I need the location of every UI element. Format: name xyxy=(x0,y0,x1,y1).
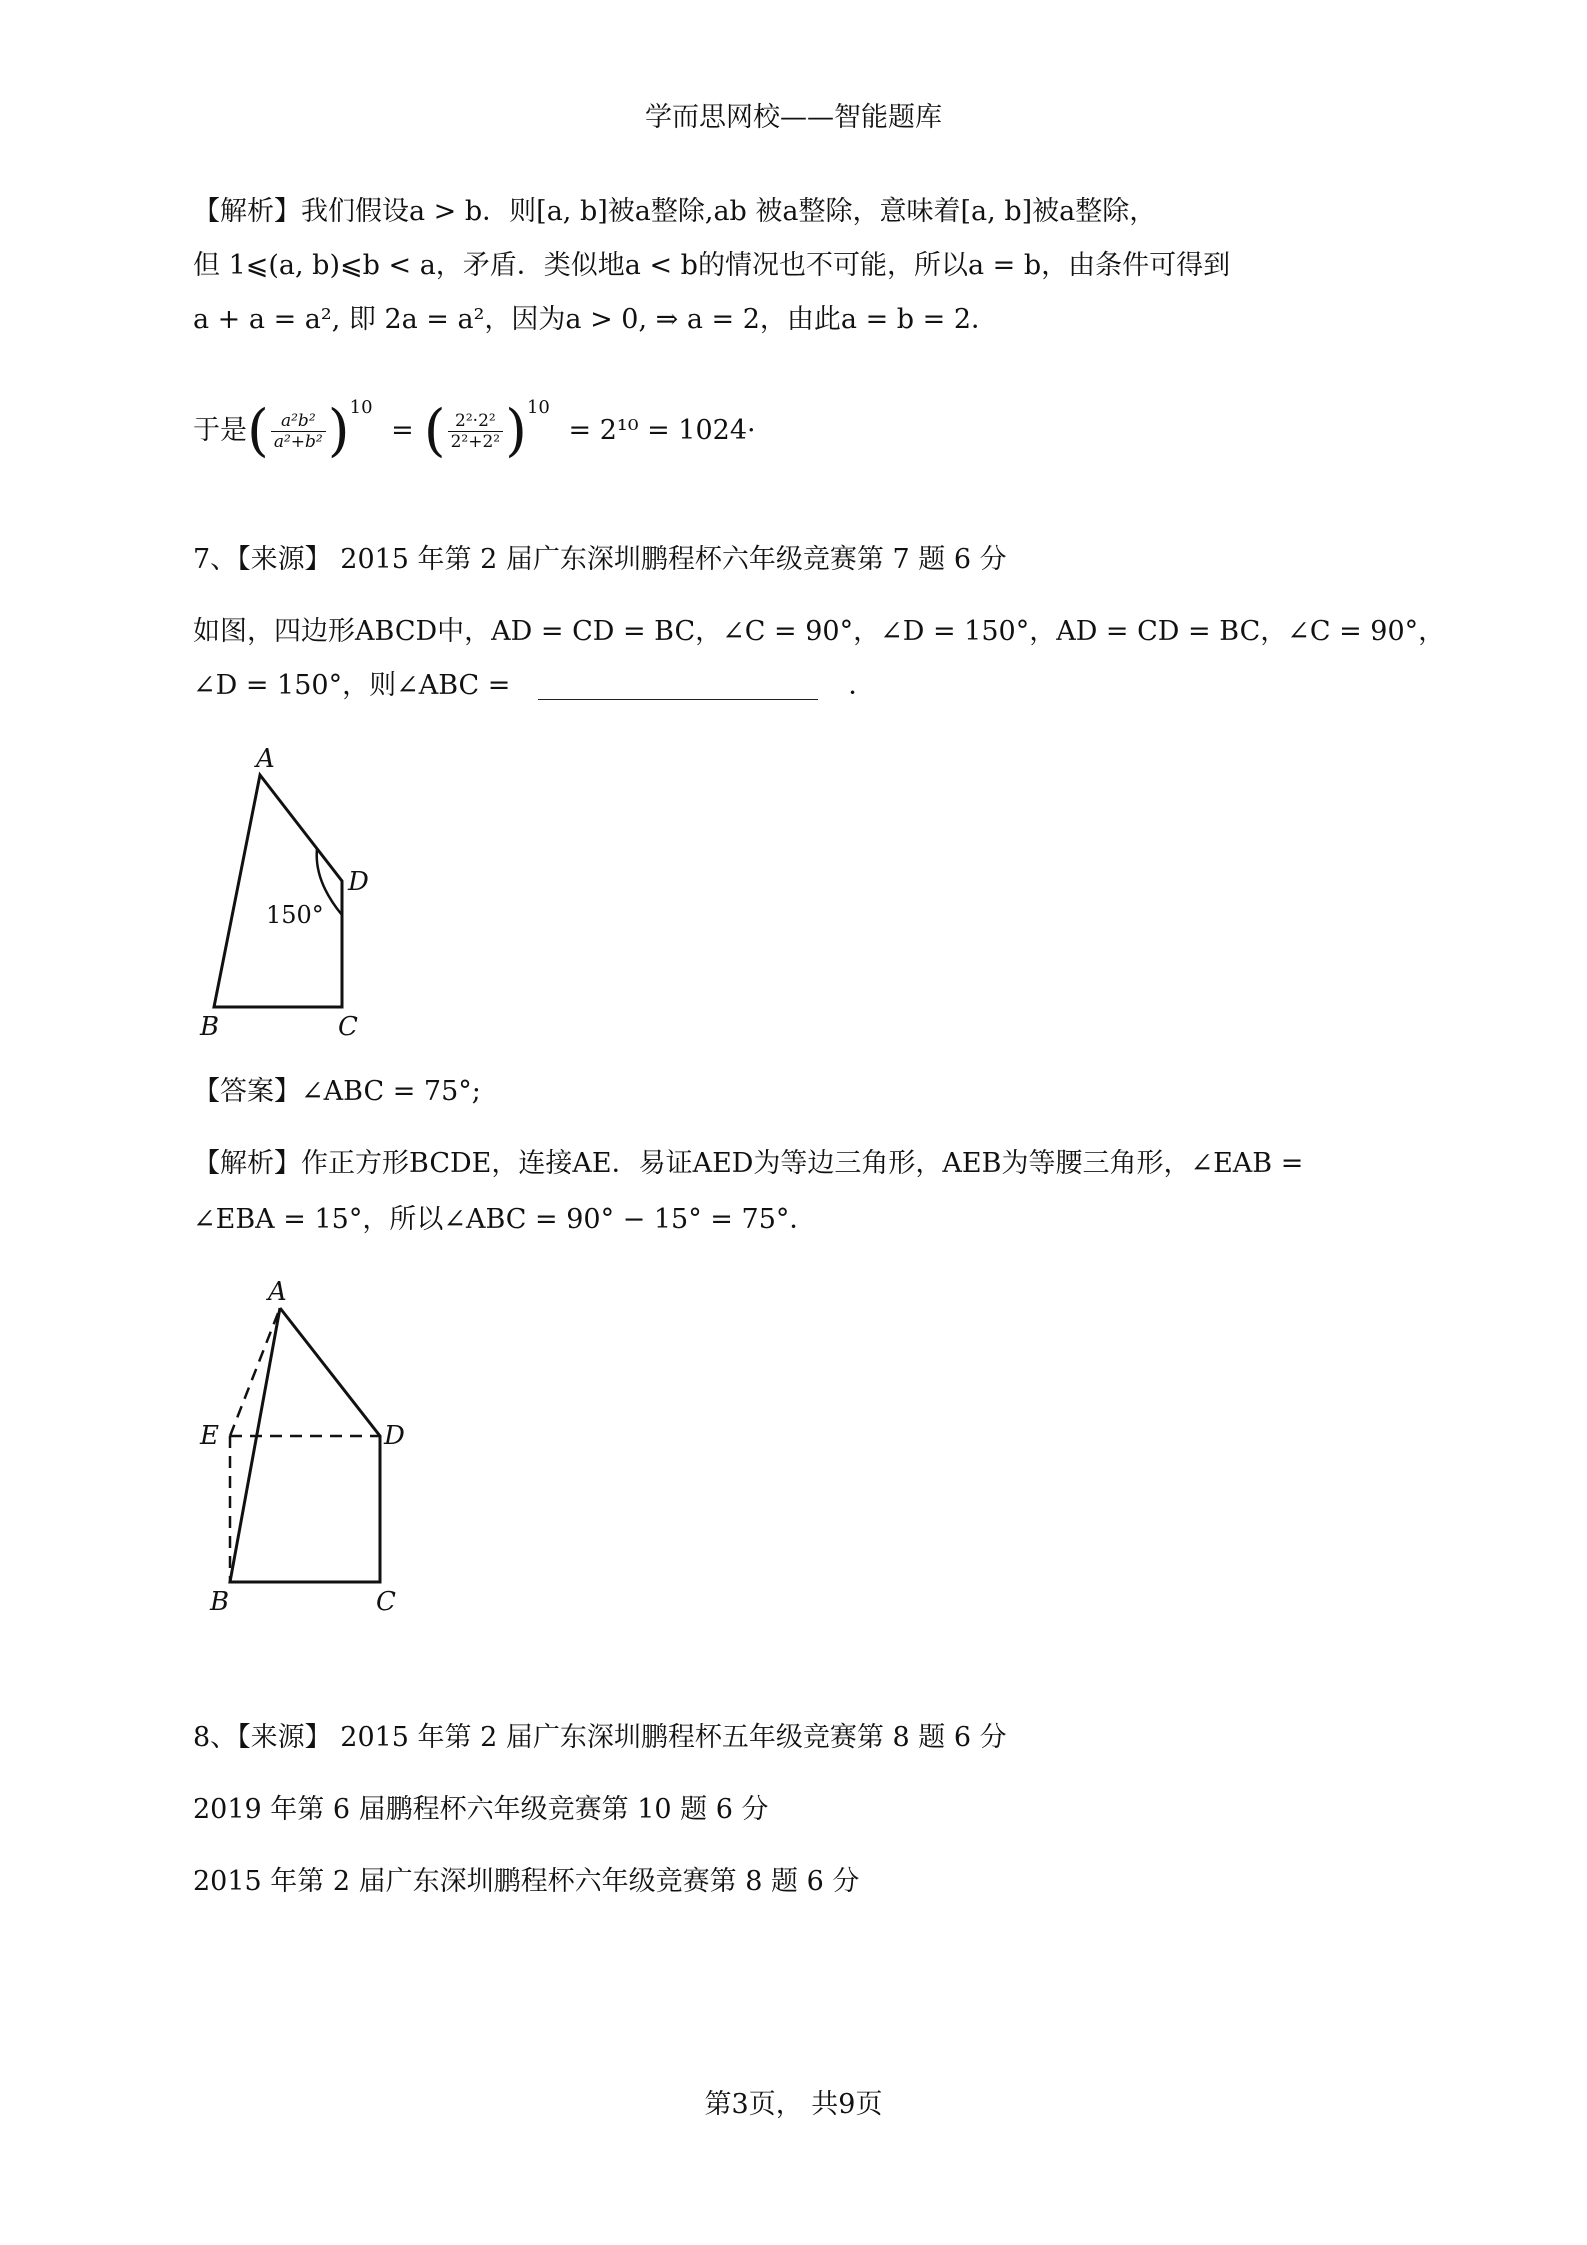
quadrilateral-outline xyxy=(214,775,342,1007)
prev-analysis-line-1: 【解析】我们假设a > b．则[a, b]被a整除,ab 被a整除，意味着[a, b]被a整除， xyxy=(193,196,1157,227)
q7-stem-period: ． xyxy=(848,670,876,701)
q7-stem-line-2 xyxy=(193,666,875,706)
prev-analysis-line-2: 但 1⩽(a, b)⩽b < a，矛盾．类似地a < b的情况也不可能，所以a = b，由条件可得到 xyxy=(193,250,1231,281)
figure-quadrilateral-abcd xyxy=(190,735,400,1045)
quadrilateral-outline-2 xyxy=(230,1308,380,1582)
label-a: A xyxy=(256,744,275,774)
left-paren: ( xyxy=(247,398,269,464)
dashed-ae xyxy=(230,1308,280,1436)
right-paren-2: ) xyxy=(505,398,527,464)
q8-source-3: 2015 年第 2 届广东深圳鹏程杯六年级竞赛第 8 题 6 分 xyxy=(193,1866,860,1897)
label-c-2: C xyxy=(376,1587,396,1617)
label-b: B xyxy=(200,1012,220,1042)
figure-square-construction xyxy=(190,1270,420,1620)
label-d-2: D xyxy=(384,1421,405,1451)
right-paren: ) xyxy=(327,398,350,464)
q7-analysis-line-2: ∠EBA = 15°，所以∠ABC = 90° − 15° = 75°． xyxy=(193,1204,817,1235)
answer-blank[interactable] xyxy=(538,673,818,700)
label-c: C xyxy=(338,1012,358,1042)
q7-analysis-line-1: 【解析】作正方形BCDE，连接AE．易证AED为等边三角形，AEB为等腰三角形，∠EAB = xyxy=(193,1148,1304,1179)
fraction-1: $\frac{\text{a²b²}}{\text{a²+b²}}$ xyxy=(271,411,326,452)
q8-source-2: 2019 年第 6 届鹏程杯六年级竞赛第 10 题 6 分 xyxy=(193,1794,769,1825)
page-header: 学而思网校——智能题库 xyxy=(645,102,942,133)
q7-answer: 【答案】∠ABC = 75°; xyxy=(193,1076,481,1107)
q7-stem-line-1: 如图，四边形ABCD中，AD = CD = BC，∠C = 90°，∠D = 150°，AD = CD = BC，∠C = 90°， xyxy=(193,616,1446,647)
q8-source: 8、【来源】 2015 年第 2 届广东深圳鹏程杯五年级竞赛第 8 题 6 分 xyxy=(193,1722,1007,1753)
fraction-2: $\frac{\text{2²·2²}}{\text{2²+2²}}$ xyxy=(448,411,504,452)
formula-prefix: 于是 xyxy=(193,415,247,446)
label-e: E xyxy=(200,1421,219,1451)
exponent-1: 10 xyxy=(349,397,373,418)
angle-label: 150° xyxy=(266,901,324,929)
formula-result: = 2¹⁰ = 1024· xyxy=(568,415,756,446)
label-a-2: A xyxy=(268,1277,287,1307)
q7-source: 7、【来源】 2015 年第 2 届广东深圳鹏程杯六年级竞赛第 7 题 6 分 xyxy=(193,544,1007,575)
q7-stem-text: ∠D = 150°，则∠ABC = xyxy=(193,670,511,701)
prev-analysis-line-3: a + a = a², 即 2a = a²，因为a > 0, ⇒ a = 2，由此a = b = 2． xyxy=(193,304,999,335)
label-b-2: B xyxy=(210,1587,230,1617)
left-paren-2: ( xyxy=(423,398,446,464)
label-d: D xyxy=(348,867,369,897)
exponent-2: 10 xyxy=(526,397,550,418)
prev-analysis-formula xyxy=(193,378,756,464)
page-footer: 第3页， 共9页 xyxy=(704,2089,883,2120)
equals-sign: = xyxy=(391,415,414,446)
